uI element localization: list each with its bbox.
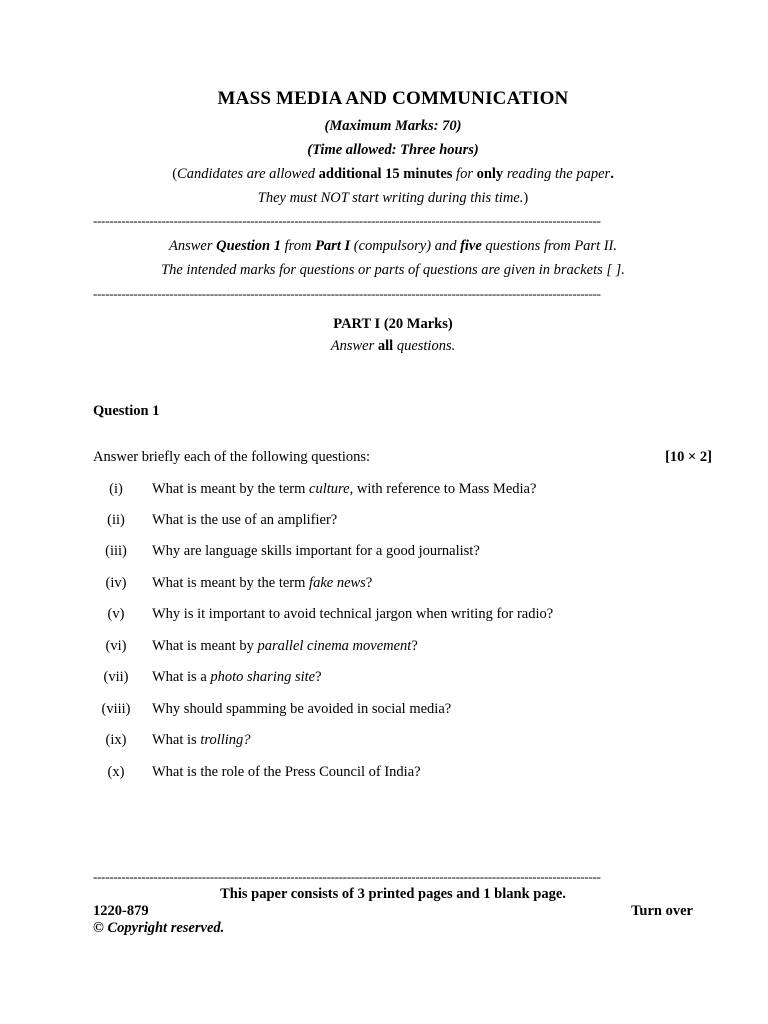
question-item <box>93 669 733 689</box>
question-title: Question 1 <box>93 403 160 419</box>
question-item <box>93 543 733 563</box>
question-item <box>93 606 733 626</box>
paper-code: 1220-879 <box>93 903 149 919</box>
item-number: (vii) <box>103 669 129 685</box>
item-number: (viii) <box>101 701 131 717</box>
item-text: Why are language skills important for a good journalist? <box>152 543 480 559</box>
paper-title: MASS MEDIA AND COMMUNICATION <box>217 88 569 109</box>
item-number: (iv) <box>105 575 127 591</box>
item-text: What is meant by the term fake news? <box>152 575 373 591</box>
question-item <box>93 575 733 595</box>
instruction-line-1: Answer Question 1 from Part I (compulsory) and five questions from Part II. <box>168 238 618 254</box>
question-item <box>93 701 733 721</box>
question-item <box>93 764 733 784</box>
item-text: What is meant by the term culture, with reference to Mass Media? <box>152 481 537 497</box>
maximum-marks: (Maximum Marks: 70) <box>324 118 462 134</box>
item-number: (i) <box>109 481 123 497</box>
item-number: (v) <box>107 606 125 622</box>
item-number: (iii) <box>105 543 127 559</box>
item-text: What is meant by parallel cinema movement? <box>152 638 418 654</box>
question-intro: Answer briefly each of the following questions: <box>93 449 371 465</box>
item-text: Why is it important to avoid technical jargon when writing for radio? <box>152 606 554 622</box>
item-number: (ix) <box>105 732 127 748</box>
divider-top: ------------------------------------------------------------------------------------------------------------------------------ <box>93 214 601 228</box>
question-item <box>93 512 733 532</box>
copyright-notice: © Copyright reserved. <box>93 920 225 936</box>
item-text: What is the use of an amplifier? <box>152 512 338 528</box>
reading-time-note: (Candidates are allowed additional 15 minutes for only reading the paper. <box>172 166 614 182</box>
item-text: What is trolling? <box>152 732 251 748</box>
item-number: (vi) <box>105 638 127 654</box>
divider-middle: ------------------------------------------------------------------------------------------------------------------------------ <box>93 287 601 301</box>
question-marks: [10 × 2] <box>665 449 712 465</box>
item-number: (x) <box>107 764 125 780</box>
question-item <box>93 638 733 658</box>
pages-note: This paper consists of 3 printed pages and 1 blank page. <box>220 886 566 902</box>
item-text: What is the role of the Press Council of India? <box>152 764 421 780</box>
question-item <box>93 481 733 501</box>
time-allowed: (Time allowed: Three hours) <box>307 142 479 158</box>
item-text: Why should spamming be avoided in social media? <box>152 701 452 717</box>
question-item <box>93 732 733 752</box>
turn-over-label: Turn over <box>631 903 693 919</box>
item-text: What is a photo sharing site? <box>152 669 322 685</box>
part-subtitle: Answer all questions. <box>330 338 456 354</box>
divider-bottom: ------------------------------------------------------------------------------------------------------------------------------ <box>93 870 601 884</box>
part-title: PART I (20 Marks) <box>333 316 453 332</box>
item-number: (ii) <box>107 512 125 528</box>
instruction-line-2: The intended marks for questions or parts of questions are given in brackets [ ]. <box>161 262 625 278</box>
no-writing-note: They must NOT start writing during this time.) <box>257 190 529 206</box>
